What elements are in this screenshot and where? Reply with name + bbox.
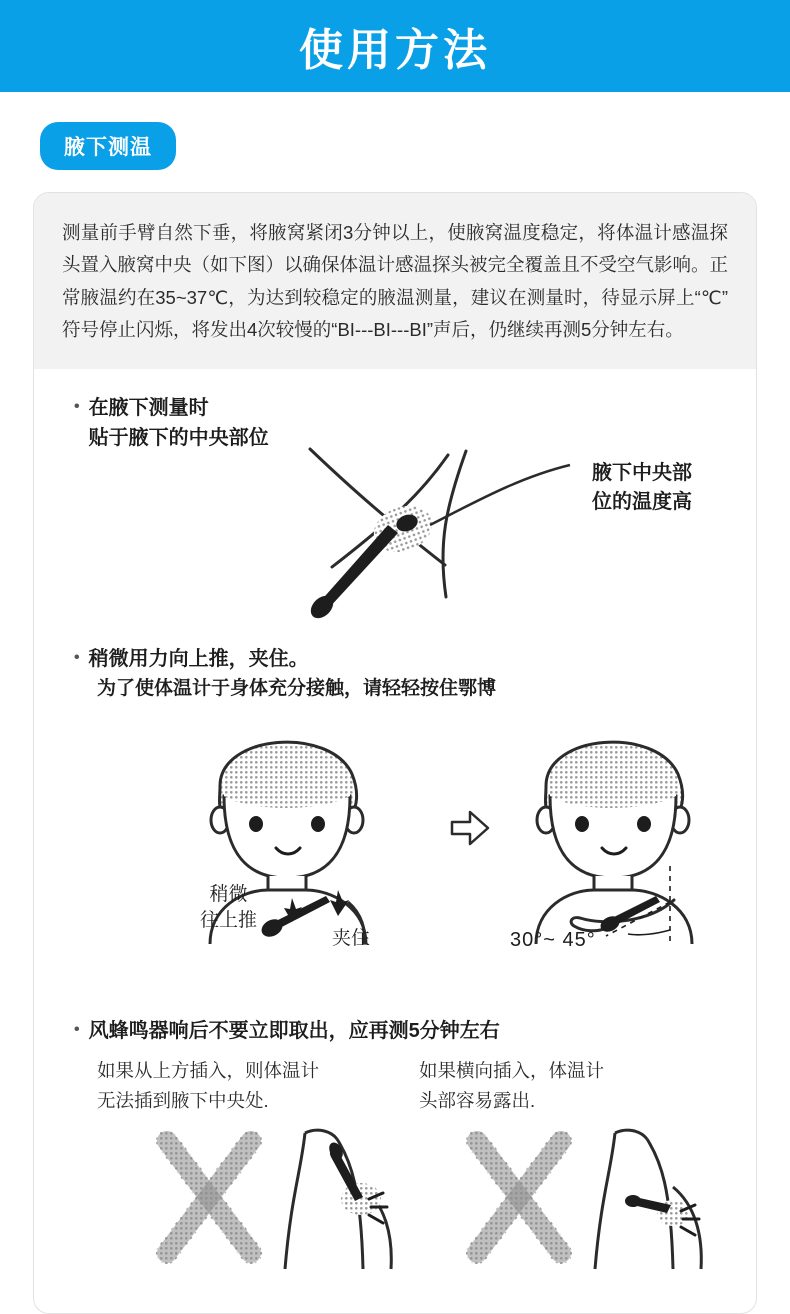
cross-mark-icon-2 — [477, 1141, 561, 1253]
step-3-text-columns — [60, 1056, 730, 1117]
step-3-col1-line1: 如果从上方插入，则体温计 — [97, 1059, 320, 1081]
step-2-title-line1: 稍微用力向上推，夹住。 — [88, 647, 309, 670]
label-push-up-line2: 往上推 — [200, 910, 258, 932]
step-1-note-line1: 腋下中央部 — [592, 461, 692, 484]
wrong-from-above-diagram — [155, 1127, 435, 1272]
step-3-title-line1: 风蜂鸣器响后不要立即取出，应再测5分钟左右 — [88, 1019, 500, 1042]
step-2-bullet-icon: • — [74, 648, 80, 666]
step-3-column-2 — [419, 1056, 719, 1117]
instruction-card — [33, 192, 757, 1314]
label-push-up-line1: 稍微 — [209, 883, 248, 905]
page-header — [0, 0, 790, 92]
step-2-subtitle: 为了使体温计于身体充分接触，请轻轻按住鄂博 — [97, 677, 497, 699]
intro-paragraph: 测量前手臂自然下垂，将腋窝紧闭3分钟以上，使腋窝温度稳定，将体温计感温探头置入腋窝中央（如下图）以确保体温计感温探头被完全覆盖且不受空气影响。正常腋温约在35~37℃，为达到较稳定的腋温测量，建议在测量时，待显示屏上“℃”符号停止闪烁，将发出4次较慢的“BI---BI---BI”声后，仍继续再测5分钟左右。 — [34, 193, 756, 369]
step-1 — [60, 393, 730, 638]
transition-arrow-icon — [448, 808, 492, 848]
step-1-note — [592, 459, 692, 517]
boy-angle-diagram — [510, 716, 740, 946]
step-1-heading — [60, 393, 730, 453]
label-clamp: 夹住 — [332, 927, 371, 949]
step-1-illustration-area — [60, 453, 730, 638]
step-2 — [60, 644, 730, 1010]
step-3 — [60, 1016, 730, 1277]
label-push-up — [200, 882, 257, 935]
steps-list — [34, 369, 756, 1313]
step-1-title-line2: 贴于腋下的中央部位 — [88, 426, 269, 449]
step-2-illustration-area — [60, 710, 730, 1010]
section-tag-badge: 腋下测温 — [40, 122, 176, 170]
step-1-title-line1: 在腋下测量时 — [88, 396, 209, 419]
step-3-col2-line2: 头部容易露出. — [419, 1090, 536, 1112]
step-3-illustration-area — [60, 1127, 730, 1277]
label-angle: 30°~ 45° — [510, 928, 596, 951]
step-3-col1-line2: 无法插到腋下中央处. — [97, 1090, 269, 1112]
section-tag-container — [0, 92, 790, 170]
step-1-note-line2: 位的温度高 — [592, 490, 692, 513]
cross-mark-icon — [167, 1141, 251, 1253]
wrong-sideways-diagram — [465, 1127, 745, 1272]
step-3-heading — [60, 1016, 730, 1046]
step-2-heading-text — [89, 644, 309, 674]
armpit-position-diagram — [270, 447, 600, 627]
step-3-col2-line1: 如果横向插入，体温计 — [419, 1059, 605, 1081]
page-title: 使用方法 — [299, 26, 491, 75]
step-1-heading-text — [89, 393, 269, 453]
step-3-column-1 — [97, 1056, 397, 1117]
step-2-heading — [60, 644, 730, 674]
step-3-heading-text — [89, 1016, 500, 1046]
step-3-bullet-icon: • — [74, 1020, 80, 1038]
step-1-bullet-icon: • — [74, 397, 80, 415]
